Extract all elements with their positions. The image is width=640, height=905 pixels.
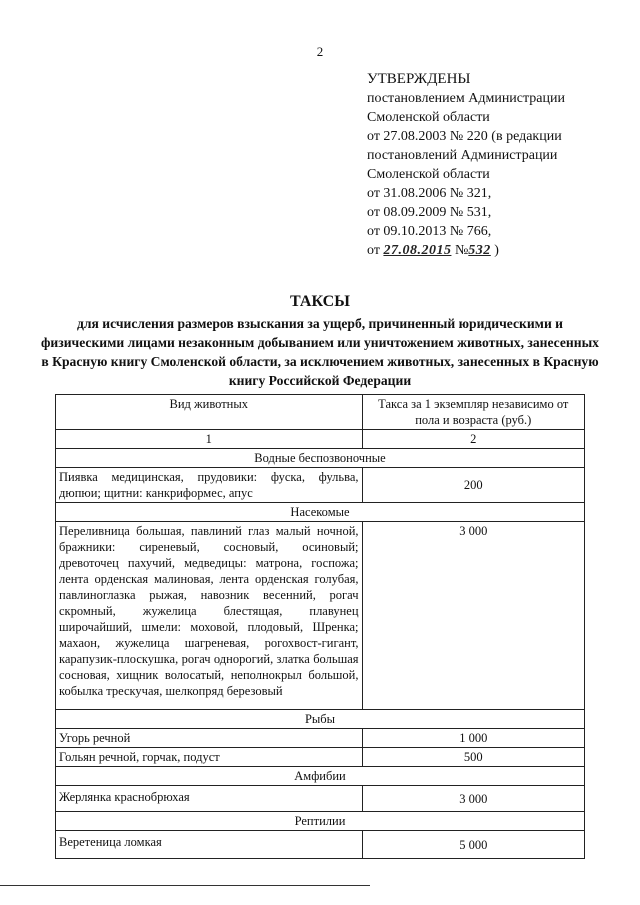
approval-line: от 27.08.2003 № 220 (в редакции bbox=[367, 129, 562, 144]
table-row bbox=[56, 522, 585, 710]
table-row bbox=[56, 831, 585, 859]
approval-line: от 08.09.2009 № 531, bbox=[367, 205, 492, 220]
animal-cell: Угорь речной bbox=[56, 729, 363, 748]
animal-cell: Гольян речной, горчак, подуст bbox=[56, 748, 363, 767]
column-number-row bbox=[56, 430, 585, 449]
approval-last-line bbox=[367, 241, 565, 260]
price-cell: 200 bbox=[362, 468, 584, 503]
group-name: Амфибии bbox=[56, 767, 585, 786]
approval-line: Смоленской области bbox=[367, 167, 490, 182]
group-name: Рептилии bbox=[56, 812, 585, 831]
document-title: ТАКСЫ bbox=[290, 293, 350, 310]
approval-line: постановлением Администрации bbox=[367, 91, 565, 106]
table-row bbox=[56, 468, 585, 503]
table-row bbox=[56, 786, 585, 812]
group-header-row bbox=[56, 767, 585, 786]
animal-cell: Веретеница ломкая bbox=[56, 831, 363, 859]
group-header-row bbox=[56, 812, 585, 831]
group-name: Насекомые bbox=[56, 503, 585, 522]
table-header-row bbox=[56, 395, 585, 430]
group-header-row bbox=[56, 710, 585, 729]
page-number: 2 bbox=[316, 44, 324, 59]
animal-cell: Пиявка медицинская, прудовики: фуска, фульва, дюпюи; щитни: канкриформес, апус bbox=[56, 468, 363, 503]
rates-table bbox=[55, 394, 585, 859]
group-name: Рыбы bbox=[56, 710, 585, 729]
table-row bbox=[56, 748, 585, 767]
price-cell: 500 bbox=[362, 748, 584, 767]
approval-last-mid: № bbox=[451, 243, 469, 258]
price-cell: 3 000 bbox=[362, 786, 584, 812]
document-subtitle: для исчисления размеров взыскания за ущерб, причиненный юридическими и физическими лицами незаконным добыванием или уничтожением животных, занесенных в Красную книгу Смоленской области, за исключением животных, занесенных в Красную книгу Российской Федерации bbox=[41, 316, 599, 388]
group-header-row bbox=[56, 503, 585, 522]
approval-last-prefix: от bbox=[367, 243, 380, 258]
animal-cell: Жерлянка краснобрюхая bbox=[56, 786, 363, 812]
column-header-animal: Вид животных bbox=[56, 395, 363, 430]
approval-block bbox=[367, 70, 565, 260]
group-header-row bbox=[56, 449, 585, 468]
handwritten-date: 27.08.2015 bbox=[383, 243, 452, 258]
approval-line: от 09.10.2013 № 766, bbox=[367, 224, 492, 239]
column-number-1: 1 bbox=[56, 430, 363, 449]
price-cell: 5 000 bbox=[362, 831, 584, 859]
handwritten-number: 532 bbox=[468, 243, 491, 258]
approval-line: Смоленской области bbox=[367, 110, 490, 125]
table-row bbox=[56, 729, 585, 748]
price-cell: 3 000 bbox=[362, 522, 584, 710]
document-heading bbox=[0, 292, 640, 390]
approval-line: постановлений Администрации bbox=[367, 148, 558, 163]
footer-rule bbox=[0, 885, 370, 886]
column-number-2: 2 bbox=[362, 430, 584, 449]
column-header-price: Такса за 1 экземпляр независимо от пола и возраста (руб.) bbox=[362, 395, 584, 430]
group-name: Водные беспозвоночные bbox=[56, 449, 585, 468]
price-cell: 1 000 bbox=[362, 729, 584, 748]
approval-title: УТВЕРЖДЕНЫ bbox=[367, 71, 471, 87]
approval-line: от 31.08.2006 № 321, bbox=[367, 186, 492, 201]
animal-cell: Переливница большая, павлиний глаз малый ночной, бражники: сиреневый, сосновый, осиновый; древоточец пахучий, медведицы: матрона, госпожа; лента орденская малиновая, лента орденская голубая, павлиноглазка рыжая, навозник весенний, рогач скромный, жужелица блестящая, плавунец широчайший, шмели: моховой, плодовый, Шренка; махаон, жужелица шагреневая, рогохвост-гигант, карапузик-плоскушка, рогач однорогий, златка большая сосновая, хищник волосатый, неполнокрыл большой, кобылка трескучая, шелкопряд березовый bbox=[56, 522, 363, 710]
approval-last-suffix: ) bbox=[494, 243, 499, 258]
